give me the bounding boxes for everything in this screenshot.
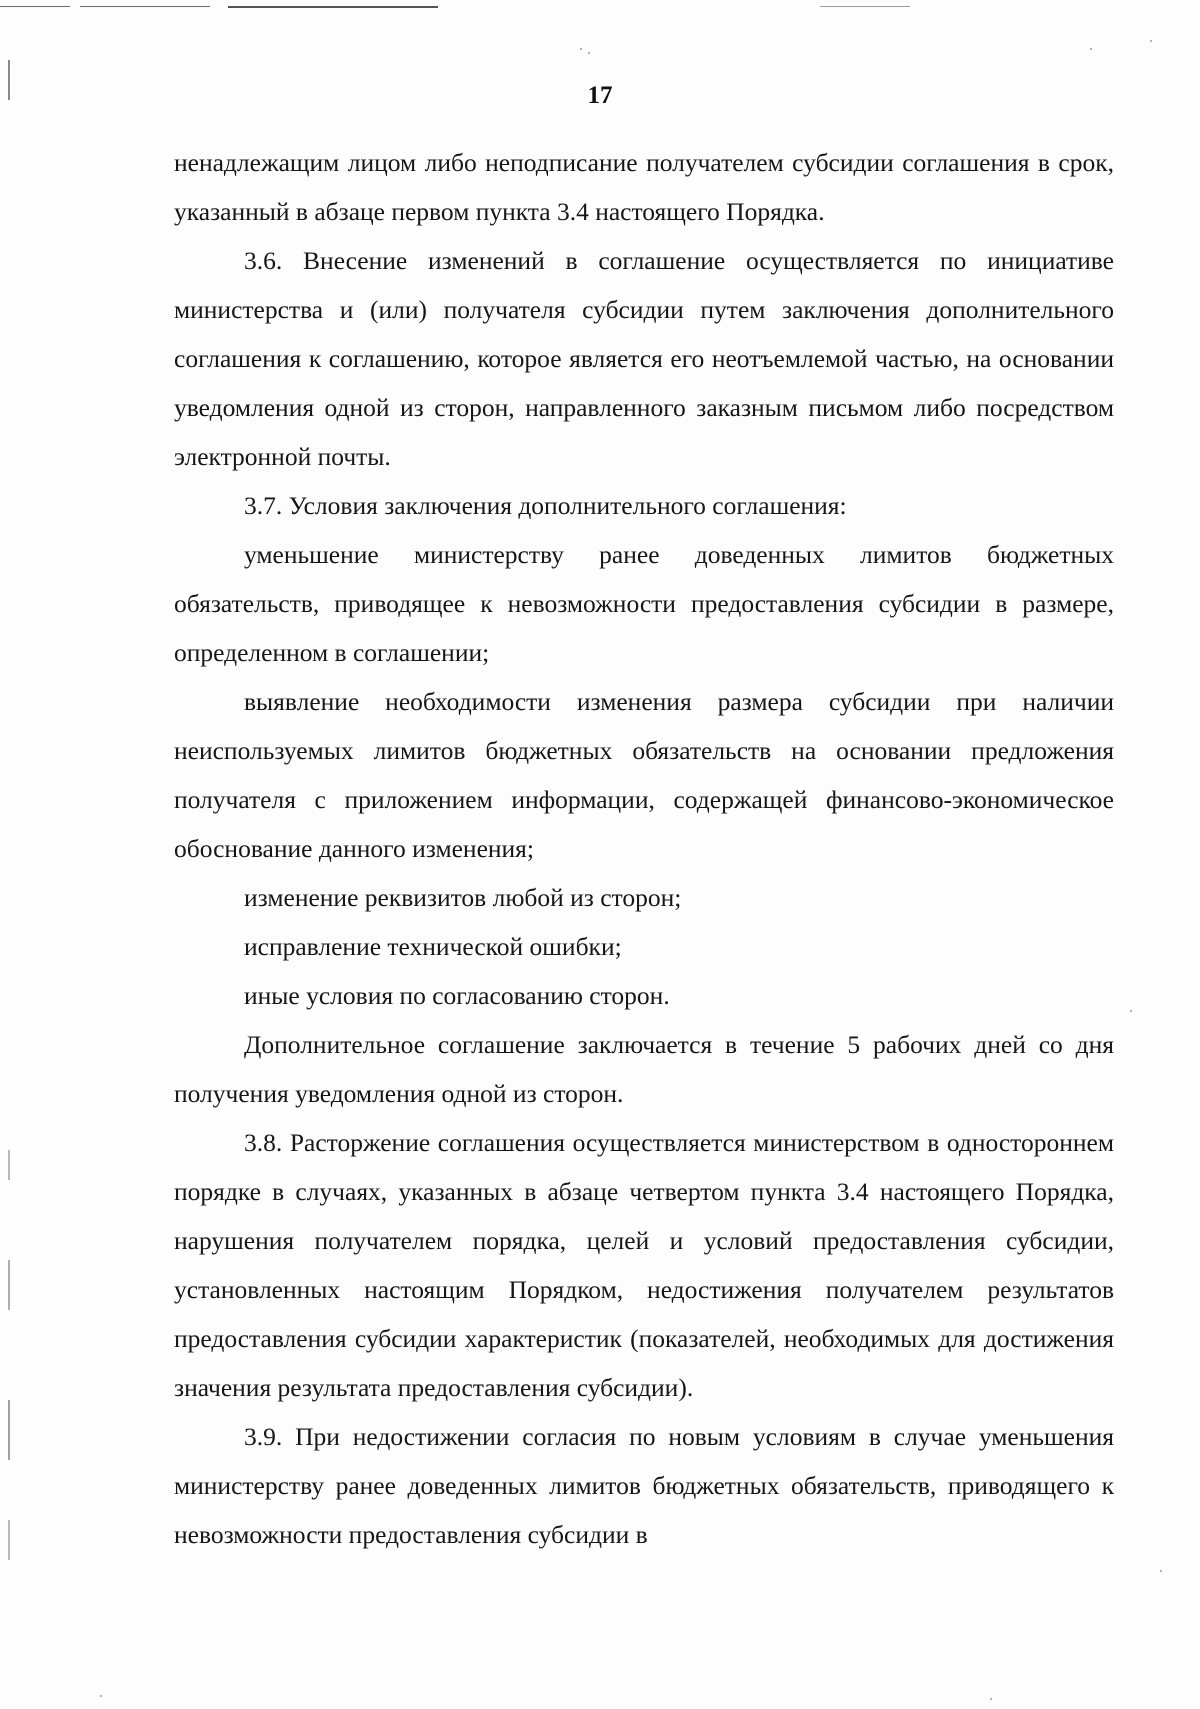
paragraph-condition: изменение реквизитов любой из сторон; [244, 883, 682, 912]
paragraph-condition: выявление необходимости изменения размера субсидии при наличии неиспользуемых лимитов бюджетных обязательств на основании предложения получателя с приложением информации, содержащей финансово-экономическое обоснование данного изменения; [174, 687, 1114, 863]
scan-speck [580, 48, 582, 50]
scan-speck [1150, 40, 1152, 42]
scan-artifact-line [0, 6, 70, 7]
scan-edge-speckle [8, 1520, 10, 1560]
scan-speck [1130, 1010, 1132, 1012]
paragraph-condition: иные условия по согласованию сторон. [244, 981, 670, 1010]
scan-artifact-line [228, 6, 438, 8]
document-body [174, 138, 1114, 1559]
scan-speck [990, 1698, 992, 1700]
scan-artifact-line [820, 6, 910, 7]
page-number: 17 [587, 82, 613, 109]
scan-speck [1090, 48, 1092, 50]
scan-speck [588, 52, 590, 54]
paragraph-clause-3-6: 3.6. Внесение изменений в соглашение осуществляется по инициативе министерства и (или) получателя субсидии путем заключения дополнительного соглашения к соглашению, которое является его неотъемлемой частью, на основании уведомления одной из сторон, направленного заказным письмом либо посредством электронной почты. [174, 246, 1114, 471]
scan-edge-speckle [8, 1400, 10, 1460]
paragraph-condition: уменьшение министерству ранее доведенных лимитов бюджетных обязательств, приводящее к невозможности предоставления субсидии в размере, определенном в соглашении; [174, 540, 1114, 667]
scan-speck [100, 1695, 102, 1697]
paragraph-additional-agreement-term: Дополнительное соглашение заключается в течение 5 рабочих дней со дня получения уведомления одной из сторон. [174, 1030, 1114, 1108]
paragraph-continuation: ненадлежащим лицом либо неподписание получателем субсидии соглашения в срок, указанный в абзаце первом пункта 3.4 настоящего Порядка. [174, 148, 1114, 226]
paragraph-clause-3-8: 3.8. Расторжение соглашения осуществляется министерством в одностороннем порядке в случаях, указанных в абзаце четвертом пункта 3.4 настоящего Порядка, нарушения получателем порядка, целей и условий предоставления субсидии, установленных настоящим Порядком, недостижения получателем результатов предоставления субсидии характеристик (показателей, необходимых для достижения значения результата предоставления субсидии). [174, 1128, 1114, 1402]
paragraph-clause-3-9: 3.9. При недостижении согласия по новым условиям в случае уменьшения министерству ранее доведенных лимитов бюджетных обязательств, приводящего к невозможности предоставления субсидии в [174, 1422, 1114, 1549]
scan-speck [1160, 1570, 1162, 1572]
scan-edge-speckle [8, 1150, 10, 1180]
paragraph-condition: исправление технической ошибки; [244, 932, 622, 961]
paragraph-clause-3-7: 3.7. Условия заключения дополнительного соглашения: [244, 491, 847, 520]
scan-artifact-line [80, 6, 210, 7]
scan-edge-speckle [8, 1260, 10, 1310]
